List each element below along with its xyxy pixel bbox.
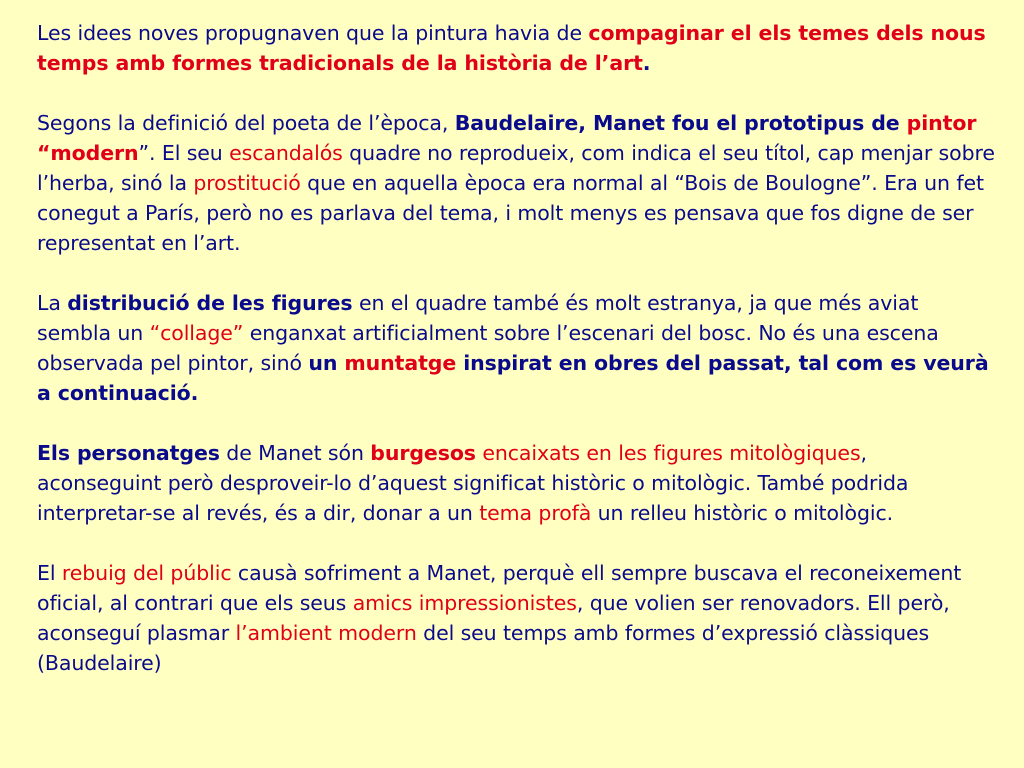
highlight-pintor-modern: pintor “modern bbox=[37, 111, 977, 165]
text-segment: La bbox=[37, 291, 68, 315]
highlight-amics-impressionistes: amics impressionistes bbox=[352, 591, 577, 615]
highlight-prostitucio: prostitució bbox=[193, 171, 301, 195]
paragraph-distribucio bbox=[37, 288, 997, 408]
text-segment: , que volien ser renovadors. Ell però, aconseguí plasmar bbox=[37, 591, 950, 645]
text-segment: Segons la definició del poeta de l’època, bbox=[37, 111, 455, 135]
text-segment: un bbox=[308, 351, 345, 375]
highlight-compaginar: compaginar el els temes dels nous temps amb formes tradicionals de la història de l’art bbox=[37, 21, 986, 75]
text-block bbox=[37, 18, 997, 678]
paragraph-idees-noves bbox=[37, 18, 997, 78]
highlight-muntatge: muntatge bbox=[344, 351, 457, 375]
highlight-figures-mitologiques: encaixats en les figures mitològiques bbox=[475, 441, 861, 465]
highlight-inspirat: inspirat en obres del passat, tal com es veurà a continuació. bbox=[37, 351, 989, 405]
highlight-rebuig: rebuig del públic bbox=[61, 561, 232, 585]
text-segment: . bbox=[642, 51, 651, 75]
highlight-baudelaire: Baudelaire, Manet fou el prototipus de bbox=[454, 111, 907, 135]
highlight-ambient-modern: l’ambient modern bbox=[235, 621, 417, 645]
highlight-burgesos: burgesos bbox=[370, 441, 476, 465]
highlight-personatges: Els personatges bbox=[37, 441, 220, 465]
text-segment: que en aquella època era normal al “Bois de Boulogne”. Era un fet conegut a París, però no es parlava del tema, i molt menys es pensava que fos digne de ser representat en l’art. bbox=[37, 171, 984, 255]
text-segment: Les idees noves propugnaven que la pintura havia de bbox=[37, 21, 589, 45]
paragraph-rebuig bbox=[37, 558, 997, 678]
highlight-distribucio: distribució de les figures bbox=[67, 291, 353, 315]
text-segment: un relleu històric o mitològic. bbox=[591, 501, 894, 525]
text-segment: de Manet són bbox=[219, 441, 371, 465]
paragraph-baudelaire bbox=[37, 108, 997, 258]
text-segment: , aconseguint però desproveir-lo d’aquest significat històric o mitològic. També podrida interpretar-se al revés, és a dir, donar a un bbox=[37, 441, 909, 525]
highlight-tema-profa: tema profà bbox=[479, 501, 592, 525]
text-segment: enganxat artificialment sobre l’escenari del bosc. No és una escena observada pel pintor, sinó bbox=[37, 321, 939, 375]
highlight-collage: “collage” bbox=[149, 321, 244, 345]
highlight-escandalos: escandalós bbox=[229, 141, 343, 165]
text-segment: El bbox=[37, 561, 62, 585]
text-segment: quadre no reprodueix, com indica el seu títol, cap menjar sobre l’herba, sinó la bbox=[37, 141, 995, 195]
text-segment: en el quadre també és molt estranya, ja que més aviat sembla un bbox=[37, 291, 919, 345]
text-segment: ”. El seu bbox=[138, 141, 230, 165]
paragraph-personatges bbox=[37, 438, 997, 528]
text-segment: del seu temps amb formes d’expressió clàssiques (Baudelaire) bbox=[37, 621, 930, 675]
text-segment: causà sofriment a Manet, perquè ell sempre buscava el reconeixement oficial, al contrari que els seus bbox=[37, 561, 962, 615]
